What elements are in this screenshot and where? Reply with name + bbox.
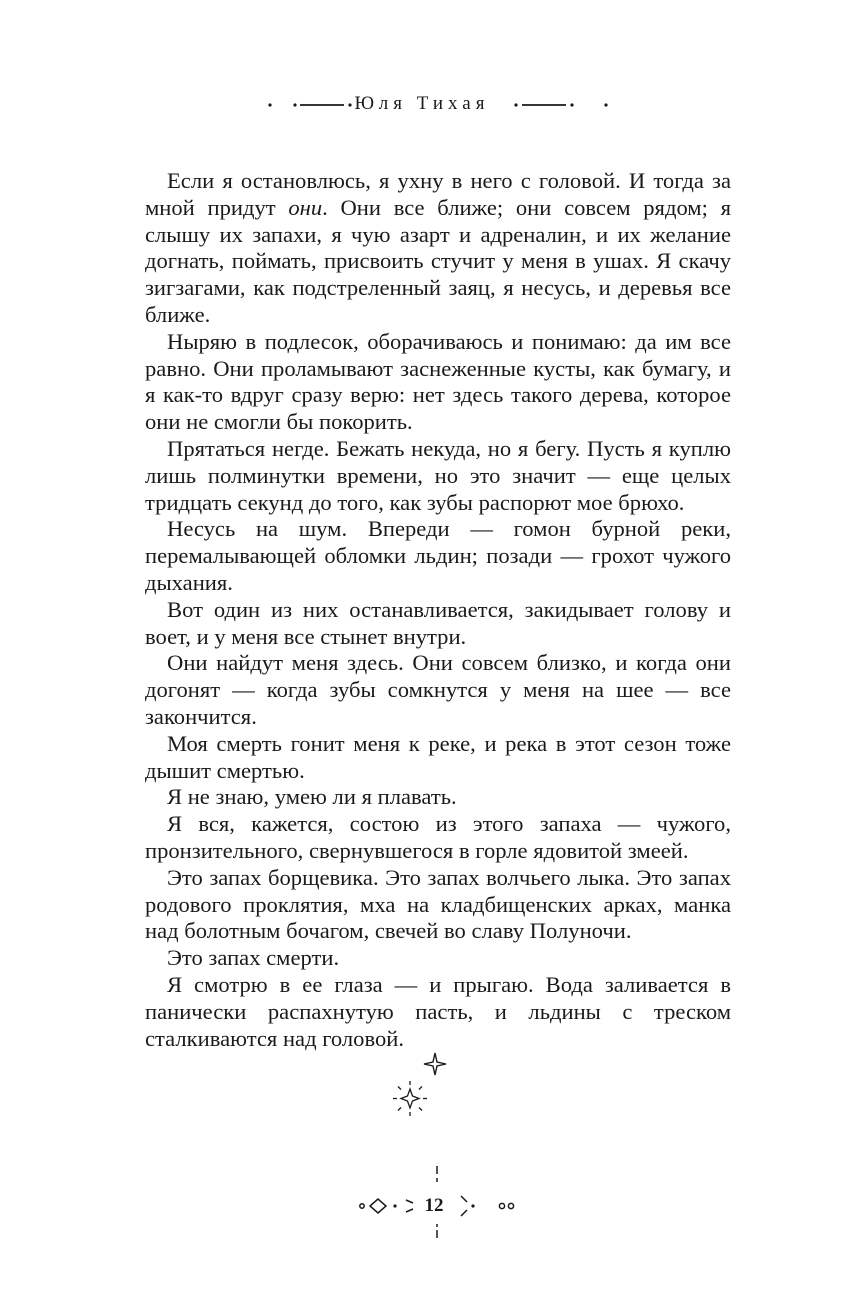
moon-icon (481, 1194, 493, 1218)
paragraph: Я вся, кажется, состою из этого запаха — чужого, пронзительного, свернувшегося в горле ядовитой змеей. (145, 811, 731, 863)
paragraph: Несусь на шум. Впереди — гомон бурной реки, перемалывающей обломки льдин; позади — грохот чужого дыхания. (145, 516, 731, 595)
paragraph: Вот один из них останавливается, закидывает голову и воет, и у меня все стынет внутри. (145, 596, 731, 649)
paragraph: Если я остановлюсь, я ухну в него с головой. И тогда за мной придут они. Они все ближе; они совсем рядом; я слышу их запахи, я чую азарт и адреналин, и их желание догнать, поймать, присвоить стучит у меня в ушах. Я скачу зигзагами, как подстреленный заяц, я несусь, и деревья все ближе. (145, 168, 731, 327)
dot-icon (393, 1204, 396, 1207)
diamond-icon (370, 1199, 386, 1213)
paragraph: Моя смерть гонит меня к реке, и река в этот сезон тоже дышит смертью. (145, 730, 731, 783)
paragraph: Это запах смерти. (167, 945, 340, 971)
circle-icon (508, 1203, 513, 1208)
running-header (0, 88, 844, 122)
sparkle-icon (393, 1081, 427, 1116)
paragraph: Они найдут меня здесь. Они совсем близко, и когда они догонят — когда зубы сомкнутся у меня на шее — все закончится. (145, 650, 731, 729)
paragraph: Прятаться негде. Бежать некуда, но я бегу. Пусть я куплю лишь полминутки времени, но это значит — еще целых тридцать секунд до того, как зубы распорют мое брюхо. (145, 435, 731, 515)
page-number: 12 (424, 1195, 444, 1216)
running-header-author: Юля Тихая (354, 93, 490, 114)
paragraph: Я смотрю в ее глаза — и прыгаю. Вода заливается в панически распахнутую пасть, и льдины с треском сталкиваются над головой. (145, 971, 731, 1051)
circle-icon (360, 1204, 364, 1208)
paragraph: Ныряю в подлесок, оборачиваюсь и понимаю: да им все равно. Они проламывают заснеженные кусты, как бумагу, и я как-то вдруг сразу верю: нет здесь такого дерева, которое они не смогли бы покорить. (145, 328, 731, 435)
section-ornament (390, 1045, 490, 1125)
paragraph: Это запах борщевика. Это запах волчьего лыка. Это запах родового проклятия, мха на кладбищенских арках, манка над болотным бочагом, свечей во славу Полуночи. (145, 864, 731, 944)
dot-icon (471, 1204, 474, 1207)
paragraph: Я не знаю, умею ли я плавать. (167, 784, 457, 810)
moon-icon (451, 1061, 468, 1095)
circle-icon (499, 1203, 504, 1208)
star-icon (424, 1053, 446, 1075)
chapter-text (145, 168, 731, 1052)
emphasis: они (288, 194, 323, 220)
